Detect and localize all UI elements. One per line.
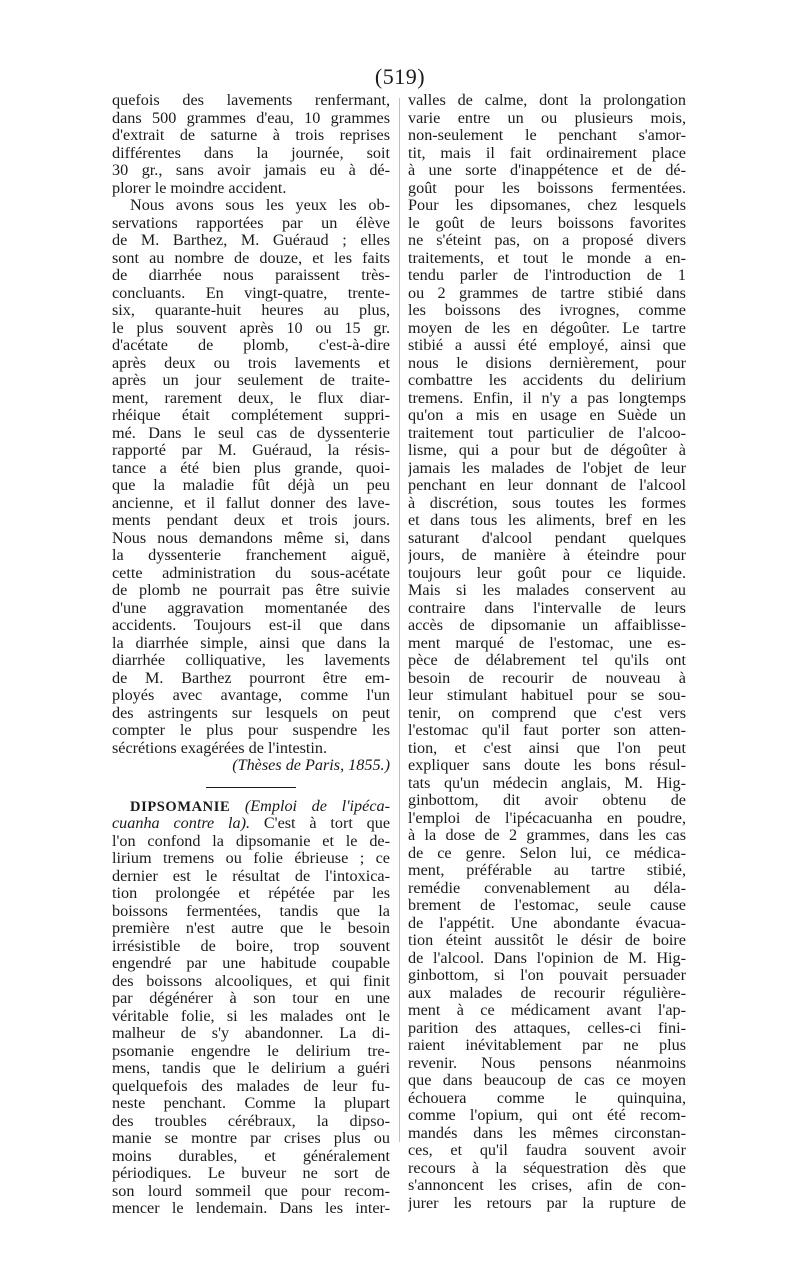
text-line: varie entre un ou plusieurs mois, [408, 109, 686, 127]
citation [112, 757, 390, 775]
text-line: moins durables, et généralement [112, 1147, 390, 1165]
paragraph-continuation [112, 92, 390, 197]
text-line: s'annoncent les crises, afin de con- [408, 1177, 686, 1194]
text-line: jurer les retours par la rupture de [408, 1194, 686, 1212]
text-line: ment à ce médicament avant l'ap- [408, 1002, 686, 1019]
text-line: boissons fermentées, tandis que la [112, 902, 390, 920]
text-line: combattre les accidents du delirium [408, 372, 686, 389]
text-line: comme l'opium, qui ont été recom- [408, 1107, 686, 1124]
text-line: tion, et c'est ainsi que l'on peut [408, 739, 686, 757]
text-line: sont au nombre de douze, et les faits [112, 249, 390, 267]
text-line: ces, et qu'il faudra souvent avoir [408, 1142, 686, 1159]
section-heading: DIPSOMANIE [130, 798, 231, 815]
text-line: stibié a aussi été employé, ainsi que [408, 337, 686, 354]
text-line: Pour les dipsomanes, chez lesquels [408, 197, 686, 214]
text-line: remédie convenablement au déla- [408, 879, 686, 897]
text-line: d'acétate de plomb, c'est-à-dire [112, 337, 390, 354]
text-line: véritable folie, si les malades ont le [112, 1007, 390, 1025]
text-line: qu'on a mis en usage en Suède un [408, 407, 686, 424]
text-line: quelquefois des malades de leur fu- [112, 1077, 390, 1095]
text-line: psomanie engendre le delirium tre- [112, 1042, 390, 1060]
text-line: six, quarante-huit heures au plus, [112, 302, 390, 319]
text-line: de ce genre. Selon lui, ce médica- [408, 844, 686, 862]
text-line: ment, rarement deux, le flux diar- [112, 389, 390, 407]
paragraph-guéraud-observations [112, 197, 390, 757]
section-first-line-tail: C'est à tort que [263, 815, 390, 832]
text-line: engendré par une habitude coupable [112, 955, 390, 972]
text-line: tremens. Enfin, il n'y a pas longtemps [408, 389, 686, 407]
text-line: aux malades de recourir régulière- [408, 984, 686, 1002]
left-column [112, 92, 390, 1218]
text-line: après un jour seulement de traite- [112, 372, 390, 389]
text-line: saturant d'alcool pendant quelques [408, 529, 686, 547]
text-line: à la dose de 2 grammes, dans les cas [408, 827, 686, 844]
text-line: cette administration du sous-acétate [112, 564, 390, 582]
text-line: neste penchant. Comme la plupart [112, 1095, 390, 1112]
text-line: tance a été bien plus grande, quoi- [112, 459, 390, 477]
text-line: valles de calme, dont la prolongation [408, 92, 686, 109]
text-line: irrésistible de boire, trop souvent [112, 937, 390, 955]
text-line: ment marqué de l'estomac, une es- [408, 634, 686, 652]
text-line: mandés dans les mêmes circonstan- [408, 1124, 686, 1142]
text-line: ployés avec avantage, comme l'un [112, 687, 390, 704]
text-line: penchant en leur donnant de l'alcool [408, 477, 686, 494]
text-line: de M. Barthez pourront être em- [112, 669, 390, 687]
text-line: plorer le moindre accident. [112, 179, 287, 197]
text-line: échouera comme le quinquina, [408, 1089, 686, 1107]
text-line: tion prolongée et répétée par les [112, 885, 390, 902]
text-line: Nous nous demandons même si, dans [112, 529, 390, 547]
text-line: rapporté par M. Guéraud, la résis- [112, 442, 390, 459]
text-line: quefois des lavements renfermant, [112, 92, 390, 109]
text-line: mens, tandis que le delirium a guéri [112, 1060, 390, 1077]
text-line: première n'est autre que le besoin [112, 920, 390, 937]
section-subtitle-b: cuanha contre la). [112, 815, 251, 832]
text-line: mé. Dans le seul cas de dyssenterie [112, 424, 390, 442]
text-line: ancienne, et il fallut donner des lave- [112, 494, 390, 512]
text-line: des boissons alcooliques, et qui finit [112, 972, 390, 990]
text-line: tion éteint aussitôt le désir de boire [408, 932, 686, 949]
text-line: l'estomac qu'il faut porter son atten- [408, 722, 686, 739]
text-line: l'emploi de l'ipécacuanha en poudre, [408, 809, 686, 827]
text-line: tenir, on comprend que c'est vers [408, 704, 686, 722]
text-line: de diarrhée nous paraissent très- [112, 267, 390, 284]
text-line: malheur de s'y abandonner. La di- [112, 1025, 390, 1042]
text-line: de plomb ne pourrait pas être suivie [112, 582, 390, 599]
text-line: que la maladie fût déjà un peu [112, 477, 390, 494]
paragraph-dipsomanie [112, 833, 390, 1218]
text-line: jours, de manière à éteindre pour [408, 547, 686, 564]
text-line: à discrétion, sous toutes les formes [408, 494, 686, 512]
text-line: traitement tout particulier de l'alcoo- [408, 424, 686, 442]
text-line: revenir. Nous pensons néanmoins [408, 1054, 686, 1072]
page-number: (519) [374, 64, 426, 89]
section-heading-line [112, 798, 390, 816]
text-line: tit, mais il fait ordinairement place [408, 144, 686, 162]
text-line: goût pour les boissons fermentées. [408, 179, 686, 197]
right-column [408, 92, 686, 1212]
text-line: d'extrait de saturne à trois reprises [112, 127, 390, 144]
text-line: le goût de leurs boissons favorites [408, 214, 686, 232]
text-line: accidents. Toujours est-il que dans [112, 617, 390, 634]
text-line: à une sorte d'inappétence et de dé- [408, 162, 686, 179]
text-line: Mais si les malades conservent au [408, 582, 686, 599]
text-line: accès de dipsomanie un affaiblisse- [408, 617, 686, 634]
text-line: dans 500 grammes d'eau, 10 grammes [112, 109, 390, 127]
text-line: nous le disions dernièrement, pour [408, 354, 686, 372]
text-line: ginbottom, si l'on pouvait persuader [408, 967, 686, 984]
text-line: parition des attaques, celles-ci fini- [408, 1019, 686, 1037]
text-line: besoin de recourir de nouveau à [408, 669, 686, 687]
text-line: expliquer sans doute les bons résul- [408, 757, 686, 774]
text-line: la dyssenterie franchement aiguë, [112, 547, 390, 564]
text-line: compter le plus pour suspendre les [112, 722, 390, 739]
text-line: pèce de délabrement tel qu'ils ont [408, 652, 686, 669]
text-line: après deux ou trois lavements et [112, 354, 390, 372]
text-line: des astringents sur lesquels on peut [112, 704, 390, 722]
text-line: ne s'éteint pas, on a proposé divers [408, 232, 686, 249]
text-line: ginbottom, dit avoir obtenu de [408, 792, 686, 809]
text-line: les boissons des ivrognes, comme [408, 302, 686, 319]
text-line: et dans tous les aliments, bref en les [408, 512, 686, 529]
text-line: le plus souvent après 10 ou 15 gr. [112, 319, 390, 337]
text-line: rhéique était complétement suppri- [112, 407, 390, 424]
text-line: ment, préférable au tartre stibié, [408, 862, 686, 879]
text-line: servations rapportées par un élève [112, 214, 390, 232]
text-line: la diarrhée simple, ainsi que dans la [112, 634, 390, 652]
text-line: diarrhée colliquative, les lavements [112, 652, 390, 669]
text-line: recours à la séquestration dès que [408, 1159, 686, 1177]
text-line: de M. Barthez, M. Guéraud ; elles [112, 232, 390, 249]
text-line: lisme, qui a pour but de dégoûter à [408, 442, 686, 459]
text-line: sécrétions exagérées de l'intestin. [112, 739, 328, 757]
text-line: des troubles cérébraux, la dipso- [112, 1112, 390, 1130]
citation-text: (Thèses de Paris, 1855.) [232, 757, 390, 774]
text-line: ou 2 grammes de tartre stibié dans [408, 284, 686, 302]
text-line: jamais les malades de l'objet de leur [408, 459, 686, 477]
section-separator [206, 787, 296, 788]
text-line: dernier est le résultat de l'intoxica- [112, 867, 390, 885]
text-line: leur stimulant habituel pour se sou- [408, 687, 686, 704]
text-line: moyen de les en dégoûter. Le tartre [408, 319, 686, 337]
text-line: 30 gr., sans avoir jamais eu à dé- [112, 162, 390, 179]
text-line: périodiques. Le buveur ne sort de [112, 1165, 390, 1182]
text-line: l'on confond la dipsomanie et le de- [112, 832, 390, 850]
text-line: d'une aggravation momentanée des [112, 599, 390, 617]
section-subtitle-a: (Emploi de l'ipéca- [244, 797, 390, 815]
text-line: tats qu'un médecin anglais, M. Hig- [408, 774, 686, 792]
text-line: tendu parler de l'introduction de 1 [408, 267, 686, 284]
text-line: lirium tremens ou folie ébrieuse ; ce [112, 850, 390, 867]
text-line: raient inévitablement par ne plus [408, 1037, 686, 1054]
text-line: ments pendant deux et trois jours. [112, 512, 390, 529]
text-line: de l'appétit. Une abondante évacua- [408, 914, 686, 932]
text-line: concluants. En vingt-quatre, trente- [112, 284, 390, 302]
text-line: contraire dans l'intervalle de leurs [408, 599, 686, 617]
section-heading-line-2 [112, 815, 390, 833]
text-line: Nous avons sous les yeux les ob- [130, 197, 390, 214]
column-divider [399, 98, 400, 1142]
text-line: traitements, et tout le monde a en- [408, 249, 686, 267]
text-line: de l'alcool. Dans l'opinion de M. Hig- [408, 949, 686, 967]
text-line: différentes dans la journée, soit [112, 144, 390, 162]
text-line: non-seulement le penchant s'amor- [408, 127, 686, 144]
text-line: brement de l'estomac, seule cause [408, 897, 686, 914]
paragraph-right-text [408, 92, 686, 1212]
text-line: toujours leur goût pour ce liquide. [408, 564, 686, 582]
text-line: son lourd sommeil que pour recom- [112, 1182, 390, 1200]
text-line: que dans beaucoup de cas ce moyen [408, 1072, 686, 1089]
text-line: mencer le lendemain. Dans les inter- [112, 1200, 390, 1217]
text-line: manie se montre par crises plus ou [112, 1130, 390, 1147]
text-line: par dégénérer à son tour en une [112, 990, 390, 1007]
